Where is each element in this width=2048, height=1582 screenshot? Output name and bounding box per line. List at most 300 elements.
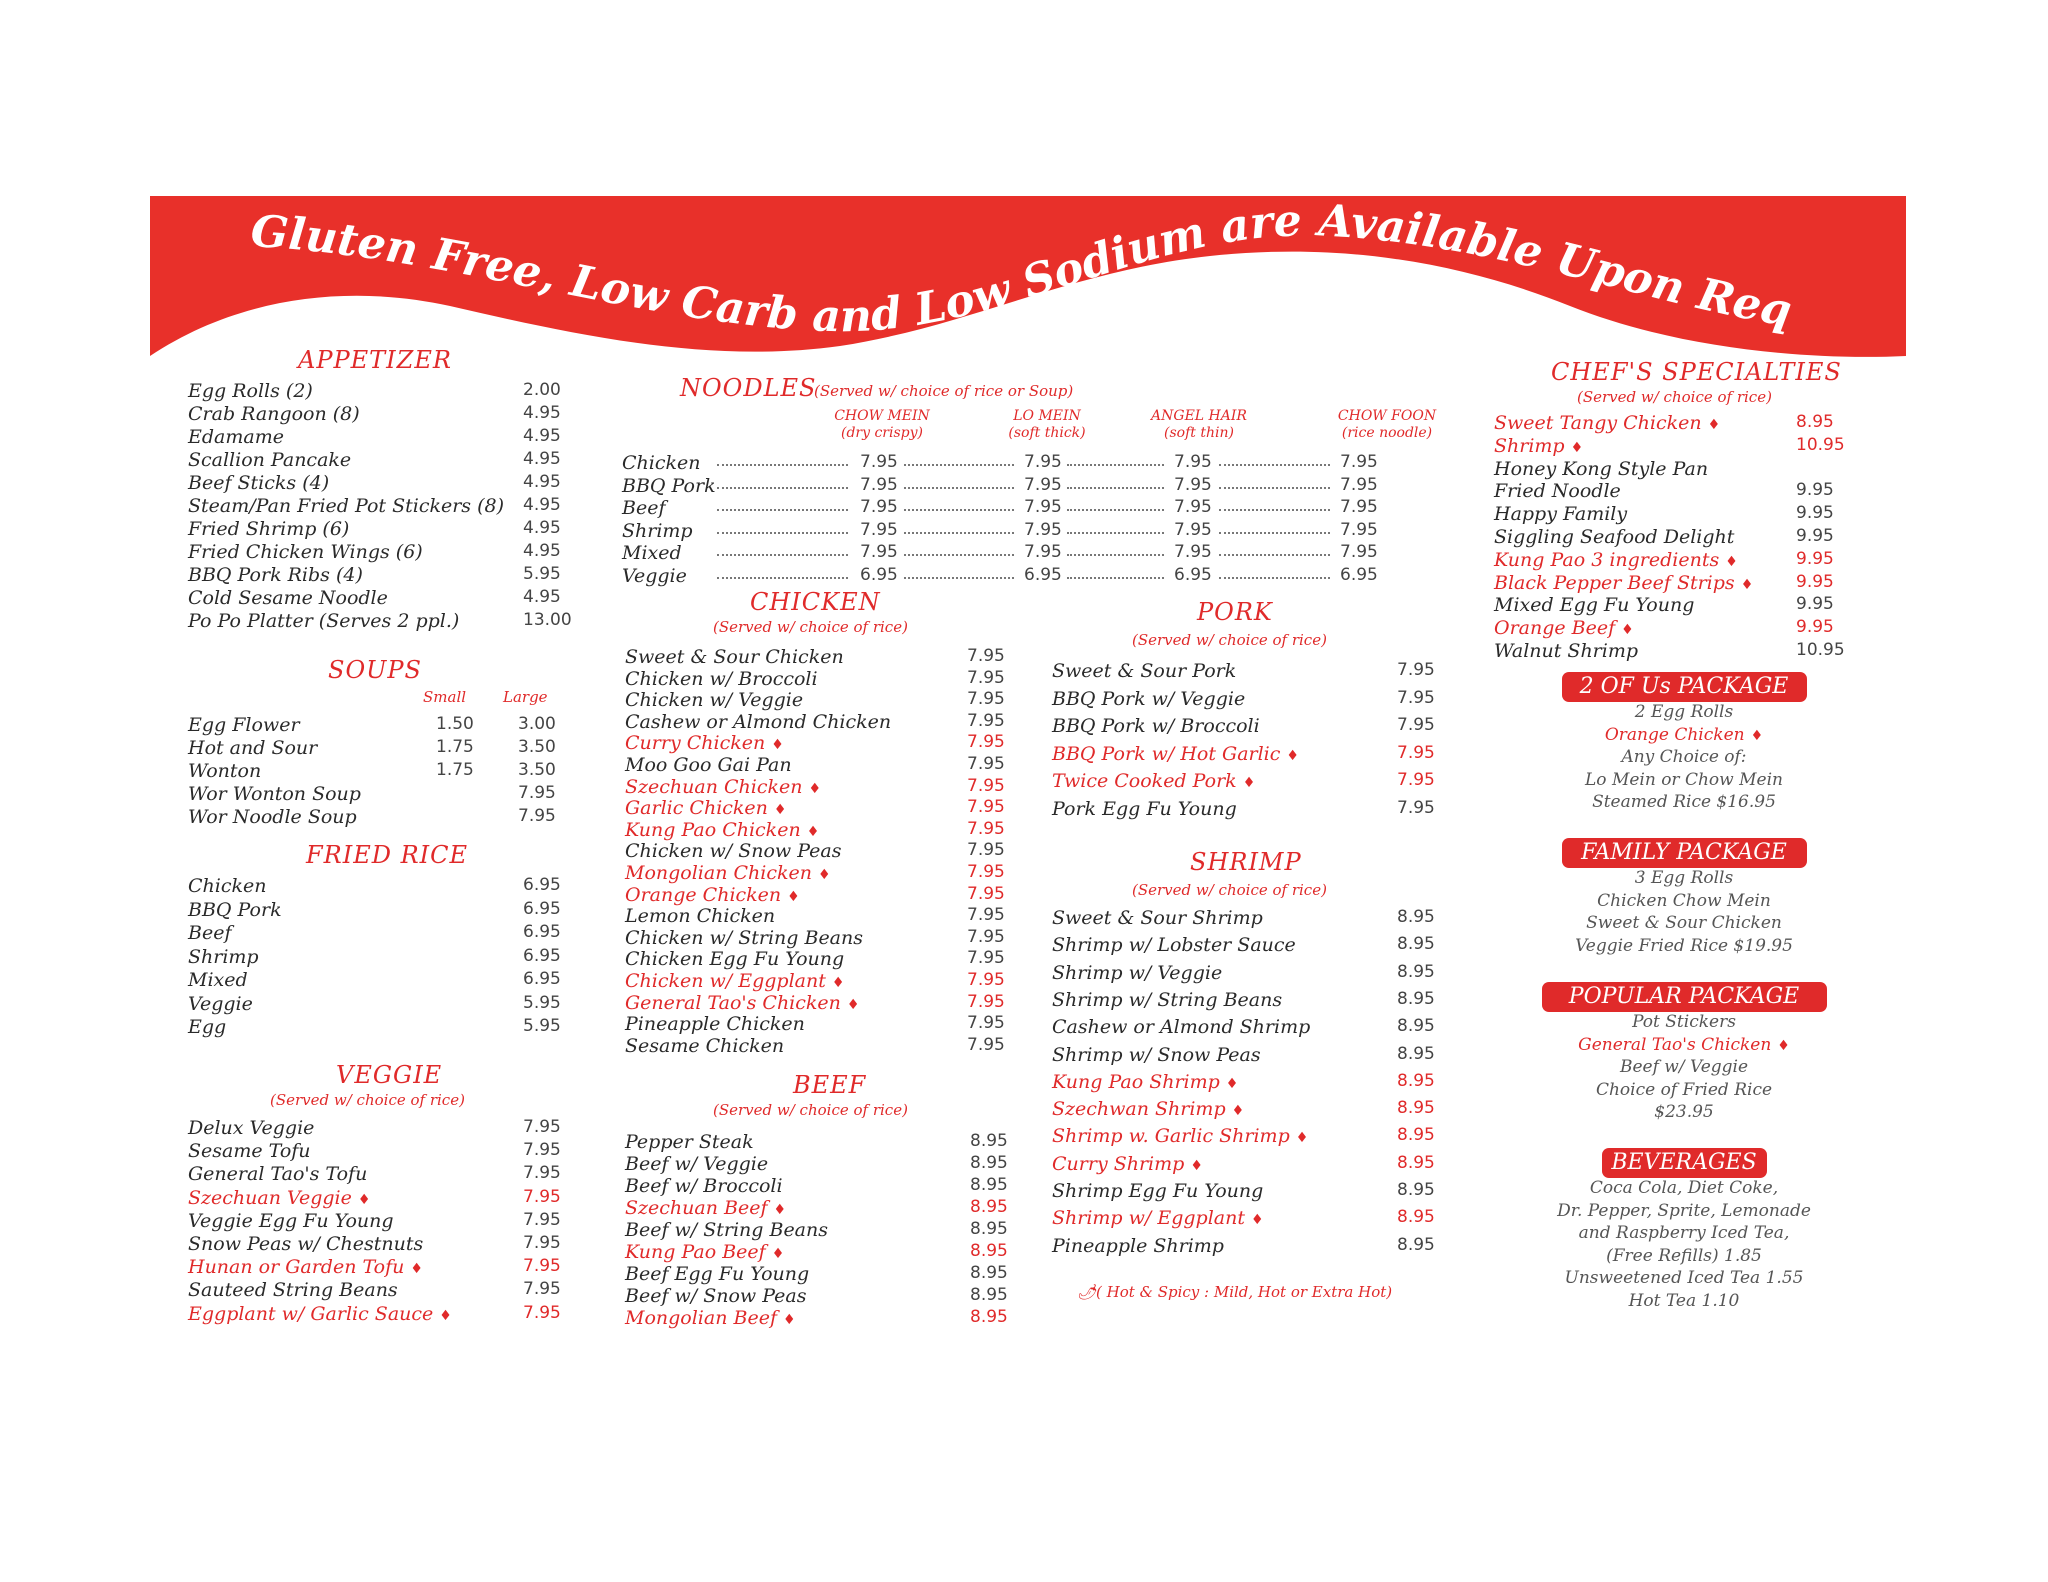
item-name: BBQ Pork w/ Broccoli (1052, 715, 1260, 737)
appetizer-title: APPETIZER (298, 346, 452, 374)
menu-item (188, 426, 608, 449)
item-name: Chicken Egg Fu Young (625, 948, 845, 971)
menu-item (188, 1187, 608, 1210)
dot-leader (717, 464, 848, 466)
dot-leader (904, 464, 1014, 466)
item-price: 7.95 (523, 1117, 561, 1137)
item-name: Shrimp w/ String Beans (1052, 988, 1283, 1011)
menu-item (188, 564, 608, 587)
item-name: Lemon Chicken (625, 905, 776, 928)
menu-item (188, 587, 608, 610)
menu-item (625, 689, 1025, 712)
package-line: 3 Egg Rolls (1634, 868, 1734, 888)
menu-item (1052, 989, 1492, 1012)
item-name: Sweet & Sour Chicken (625, 646, 844, 668)
menu-item (625, 884, 1025, 907)
item-price: 7.95 (1397, 715, 1435, 735)
item-name: Beef Egg Fu Young (625, 1263, 810, 1285)
item-price: 7.95 (523, 1140, 561, 1161)
menu-item (1052, 715, 1492, 738)
noodle-name: Beef (622, 497, 666, 519)
package-line: Veggie Fried Rice $19.95 (1575, 935, 1793, 956)
item-name: Hot and Sour (188, 737, 318, 759)
item-price: 6.95 (523, 969, 561, 989)
menu-item (1052, 1153, 1492, 1176)
banner-text: Gluten Free, Low Carb and Low Sodium are Available Upon Request. (134, 156, 1796, 343)
item-name: Black Pepper Beef Strips ♦ (1494, 571, 1754, 594)
menu-item (188, 760, 608, 783)
hot-pepper-icon: 🌶︎ (1077, 1283, 1097, 1301)
noodle-price: 7.95 (1174, 497, 1212, 517)
item-price: 7.95 (523, 1302, 561, 1323)
menu-item (1494, 480, 1874, 503)
noodle-price: 7.95 (1340, 519, 1378, 540)
noodle-price: 7.95 (1174, 452, 1212, 472)
item-price: 7.95 (967, 732, 1005, 753)
item-name: Mongolian Chicken ♦ (625, 862, 831, 884)
item-price: 7.95 (967, 754, 1005, 774)
item-price: 8.95 (1796, 412, 1834, 432)
hot-pepper-icon: ♦ (1250, 1212, 1264, 1229)
hot-pepper-icon: ♦ (771, 1246, 785, 1262)
hot-pepper-icon: ♦ (357, 1191, 371, 1208)
item-price: 7.95 (967, 689, 1005, 710)
item-name: Kung Pao Shrimp ♦ (1052, 1070, 1239, 1093)
item-name: Kung Pao 3 ingredients ♦ (1494, 548, 1738, 571)
menu-item (1494, 549, 1874, 572)
menu-item (188, 969, 608, 992)
menu-item (1494, 458, 1874, 481)
item-name: Honey Kong Style Pan (1494, 457, 1709, 480)
item-name: BBQ Pork Ribs (4) (188, 564, 363, 586)
menu-item (188, 1163, 608, 1186)
item-name: Mixed (188, 969, 248, 991)
item-name: Garlic Chicken ♦ (625, 797, 787, 820)
menu-item (625, 1219, 1025, 1242)
noodle-row (622, 565, 1402, 588)
menu-item (1052, 1044, 1492, 1067)
item-name: Kung Pao Chicken ♦ (625, 818, 820, 841)
item-price: 6.95 (523, 898, 561, 919)
noodles-col-angel-hair: ANGEL HAIR (soft thin) (1151, 408, 1247, 441)
item-name: Twice Cooked Pork ♦ (1052, 770, 1256, 792)
item-name: Curry Shrimp ♦ (1052, 1152, 1203, 1175)
hot-pepper-icon: ♦ (1225, 1075, 1239, 1092)
menu-item (625, 732, 1025, 755)
package-line: Beef w/ Veggie (1619, 1057, 1749, 1078)
package-line: $23.95 (1654, 1102, 1714, 1123)
item-price: 9.95 (1796, 571, 1834, 592)
noodles-col-chow-foon: CHOW FOON (rice noodle) (1337, 408, 1437, 441)
noodle-row (622, 520, 1402, 543)
item-name: BBQ Pork w/ Veggie (1052, 687, 1246, 710)
menu-item (1494, 412, 1874, 435)
menu-item (625, 905, 1025, 928)
menu-item (625, 797, 1025, 820)
menu-item (1494, 503, 1874, 526)
noodles-subtitle: (Served w/ choice of rice or Soup) (814, 382, 1074, 400)
dot-leader (1067, 464, 1164, 466)
dot-leader (1067, 487, 1164, 489)
item-name: Chicken w/ String Beans (625, 926, 864, 949)
item-price: 8.95 (970, 1307, 1008, 1327)
item-price: 8.95 (1397, 1016, 1435, 1037)
hot-pepper-icon: ♦ (773, 1202, 787, 1218)
item-price: 9.95 (1796, 594, 1834, 615)
menu-item (1052, 743, 1492, 766)
package-line: General Tao's Chicken ♦ (1578, 1034, 1790, 1055)
noodle-price: 7.95 (1340, 474, 1378, 495)
item-name: Shrimp Egg Fu Young (1052, 1180, 1264, 1202)
item-name: Shrimp w. Garlic Shrimp ♦ (1052, 1125, 1309, 1148)
menu-item (625, 840, 1025, 863)
item-price: 6.95 (523, 945, 561, 966)
hot-pepper-icon: ♦ (808, 780, 822, 797)
menu-item (1052, 688, 1492, 711)
menu-item (1052, 934, 1492, 957)
package-line: Steamed Rice $16.95 (1592, 792, 1776, 813)
item-price-large: 3.50 (518, 760, 556, 780)
item-price: 9.95 (1796, 480, 1834, 501)
item-price: 5.95 (523, 992, 561, 1013)
menu-item (625, 754, 1025, 777)
veggie-title: VEGGIE (336, 1061, 443, 1089)
hot-pepper-icon: ♦ (1621, 622, 1634, 639)
item-price: 5.95 (523, 564, 561, 584)
item-price: 8.95 (970, 1241, 1008, 1261)
hot-pepper-icon: ♦ (1725, 553, 1738, 570)
item-price: 7.95 (967, 1034, 1005, 1055)
item-name: Pineapple Shrimp (1052, 1234, 1224, 1257)
package-line: and Raspberry Iced Tea, (1578, 1223, 1790, 1244)
item-price: 7.95 (967, 797, 1005, 818)
noodles-title: NOODLES (680, 374, 817, 402)
item-name: Chicken w/ Eggplant ♦ (625, 970, 845, 992)
dot-leader (1219, 464, 1330, 466)
item-name: Po Po Platter (Serves 2 ppl.) (188, 610, 460, 632)
menu-item (1052, 798, 1492, 821)
item-name: Cashew or Almond Chicken (625, 710, 892, 733)
dot-leader (1219, 554, 1330, 556)
item-price: 13.00 (523, 610, 572, 630)
dot-leader (1067, 554, 1164, 556)
item-name: Walnut Shrimp (1494, 640, 1639, 662)
item-name: BBQ Pork (188, 898, 282, 921)
hot-pepper-icon: ♦ (773, 802, 787, 819)
item-name: Fried Noodle (1494, 480, 1621, 503)
dot-leader (1219, 577, 1330, 579)
item-price: 8.95 (1397, 1070, 1435, 1091)
item-price: 8.95 (1397, 1125, 1435, 1146)
noodle-row (622, 452, 1402, 475)
item-price: 2.00 (523, 380, 561, 400)
item-price: 8.95 (1397, 961, 1435, 982)
item-name: Pepper Steak (625, 1131, 754, 1153)
noodle-price: 6.95 (1340, 564, 1378, 585)
noodle-name: Chicken (622, 452, 701, 474)
dot-leader (904, 509, 1014, 511)
noodle-price: 7.95 (860, 452, 898, 472)
item-name: Crab Rangoon (8) (188, 403, 360, 425)
dot-leader (717, 487, 848, 489)
dot-leader (1067, 532, 1164, 534)
menu-item (188, 1140, 608, 1163)
soups-large-label: Large (503, 688, 548, 706)
item-name: Wonton (188, 760, 262, 782)
menu-item (1052, 770, 1492, 793)
dot-leader (1219, 509, 1330, 511)
item-price-small: 1.75 (436, 760, 474, 780)
package-line: Pot Stickers (1632, 1012, 1736, 1032)
menu-item (625, 819, 1025, 842)
item-price: 7.95 (1397, 742, 1435, 763)
noodle-price: 7.95 (860, 542, 898, 562)
menu-item (1494, 617, 1874, 640)
menu-item (188, 380, 608, 403)
item-name: Eggplant w/ Garlic Sauce ♦ (188, 1302, 452, 1325)
hot-pepper-icon: ♦ (771, 737, 784, 754)
menu-item (188, 1117, 608, 1140)
noodle-price: 7.95 (1174, 542, 1212, 562)
menu-item (625, 1263, 1025, 1286)
menu-item (188, 993, 608, 1016)
package-title: FAMILY PACKAGE (1562, 838, 1807, 868)
item-name: Wor Wonton Soup (188, 783, 361, 805)
menu-item (188, 1303, 608, 1326)
hot-pepper-icon: ♦ (1286, 747, 1299, 764)
noodle-price: 6.95 (1024, 564, 1062, 585)
noodle-price: 7.95 (1340, 497, 1378, 517)
menu-item (188, 495, 608, 518)
item-name: Pineapple Chicken (625, 1013, 805, 1036)
item-name: Edamame (188, 426, 284, 448)
item-price: 8.95 (970, 1285, 1008, 1305)
item-name: Shrimp w/ Lobster Sauce (1052, 934, 1296, 957)
item-price: 8.95 (1397, 907, 1435, 927)
item-price: 7.95 (967, 667, 1005, 688)
item-name: Szechuan Veggie ♦ (188, 1186, 371, 1209)
item-price: 7.95 (1397, 660, 1435, 680)
menu-item (625, 1013, 1025, 1036)
item-price: 7.95 (523, 1163, 561, 1184)
menu-item (625, 1153, 1025, 1176)
item-price: 7.95 (967, 775, 1005, 796)
noodle-price: 7.95 (1024, 497, 1062, 517)
noodle-price: 6.95 (860, 564, 898, 585)
item-name: Chicken w/ Broccoli (625, 667, 818, 690)
package-line: (Free Refills) 1.85 (1606, 1245, 1762, 1266)
item-price: 7.95 (967, 883, 1005, 904)
item-name: Beef Sticks (4) (188, 472, 330, 494)
item-price: 8.95 (1397, 1043, 1435, 1064)
menu-item (625, 1175, 1025, 1198)
item-name: General Tao's Tofu (188, 1163, 368, 1186)
menu-item (188, 737, 608, 760)
item-name: Shrimp (188, 945, 259, 968)
item-name: Siggling Seafood Delight (1494, 526, 1735, 548)
item-price: 7.95 (1397, 797, 1435, 818)
item-name: Szechwan Shrimp ♦ (1052, 1098, 1245, 1121)
soups-small-label: Small (423, 688, 467, 706)
hot-pepper-icon: ♦ (1707, 417, 1721, 433)
pork-title: PORK (1197, 598, 1273, 626)
item-price: 8.95 (970, 1197, 1008, 1217)
item-name: Happy Family (1494, 503, 1628, 526)
menu-item (625, 992, 1025, 1015)
item-name: Shrimp w/ Eggplant ♦ (1052, 1207, 1264, 1230)
item-price: 8.95 (1397, 1180, 1435, 1200)
menu-item (1052, 1207, 1492, 1230)
menu-item (625, 970, 1025, 993)
soups-title: SOUPS (328, 656, 422, 684)
item-price: 8.95 (970, 1153, 1008, 1173)
item-price: 7.95 (967, 926, 1005, 947)
item-price: 8.95 (1397, 934, 1435, 955)
item-price: 8.95 (1397, 1234, 1435, 1255)
dot-leader (904, 487, 1014, 489)
menu-item (1052, 1180, 1492, 1203)
menu-item (188, 1210, 608, 1233)
item-price: 4.95 (523, 541, 561, 561)
item-price: 4.95 (523, 518, 561, 538)
menu-item (1052, 1235, 1492, 1258)
noodle-price: 7.95 (1024, 452, 1062, 472)
item-price: 4.95 (523, 587, 561, 607)
hot-pepper-icon: ♦ (1740, 576, 1754, 593)
package-line: Chicken Chow Mein (1597, 890, 1771, 911)
package-line: Sweet & Sour Chicken (1586, 913, 1782, 934)
noodle-name: Mixed (622, 542, 682, 564)
menu-item (1052, 1125, 1492, 1148)
item-price: 8.95 (970, 1219, 1008, 1239)
item-price-large: 3.50 (518, 737, 556, 757)
item-name: BBQ Pork w/ Hot Garlic ♦ (1052, 742, 1299, 765)
item-price: 7.95 (967, 970, 1005, 990)
chicken-subtitle: (Served w/ choice of rice) (713, 618, 908, 636)
noodle-name: Veggie (622, 564, 687, 587)
item-name: Fried Chicken Wings (6) (188, 541, 423, 563)
menu-item (188, 714, 608, 737)
menu-item (188, 1256, 608, 1279)
menu-item (625, 668, 1025, 691)
item-price-large: 3.00 (518, 714, 556, 734)
package-line: Lo Mein or Chow Mein (1585, 769, 1783, 790)
item-name: Chicken w/ Veggie (625, 689, 804, 712)
item-name: Shrimp ♦ (1494, 434, 1584, 457)
package-line: Unsweetened Iced Tea 1.55 (1564, 1268, 1804, 1289)
item-name: Orange Beef ♦ (1494, 617, 1634, 640)
item-name: Delux Veggie (188, 1117, 315, 1139)
item-name: Steam/Pan Fried Pot Stickers (8) (188, 495, 505, 517)
item-price: 7.95 (967, 818, 1005, 839)
item-name: Shrimp w/ Veggie (1052, 961, 1223, 984)
item-name: Egg Rolls (2) (188, 380, 313, 402)
item-price: 5.95 (523, 1016, 561, 1036)
dot-leader (717, 532, 848, 534)
package-title: 2 OF Us PACKAGE (1562, 672, 1807, 702)
dot-leader (904, 577, 1014, 579)
package-line: Choice of Fried Rice (1595, 1079, 1773, 1100)
item-name: Beef w/ Snow Peas (625, 1285, 807, 1307)
item-name: Beef w/ Broccoli (625, 1175, 783, 1197)
hot-pepper-icon: ♦ (1295, 1130, 1309, 1147)
veggie-subtitle: (Served w/ choice of rice) (270, 1091, 465, 1109)
item-name: Sweet & Sour Shrimp (1052, 907, 1263, 929)
shrimp-title: SHRIMP (1190, 848, 1302, 876)
item-price: 9.95 (1796, 548, 1834, 569)
item-name: Orange Chicken ♦ (625, 883, 800, 906)
item-price: 7.95 (967, 948, 1005, 969)
item-price: 7.95 (1397, 687, 1435, 708)
package-line: Coca Cola, Diet Coke, (1589, 1178, 1779, 1198)
menu-item (188, 1279, 608, 1302)
menu-item (188, 806, 608, 829)
item-name: Pork Egg Fu Young (1052, 797, 1237, 820)
item-price: 9.95 (1796, 503, 1834, 524)
menu-item (188, 946, 608, 969)
chefs-title: CHEF'S SPECIALTIES (1551, 358, 1842, 386)
svg-text:Gluten Free, Low Carb and Low (134, 156, 1796, 343)
menu-item (1494, 640, 1874, 663)
noodle-row (622, 497, 1402, 520)
hot-pepper-icon: ♦ (806, 823, 820, 840)
hot-pepper-icon: ♦ (1242, 775, 1256, 791)
menu-item (625, 1197, 1025, 1220)
item-price: 10.95 (1796, 640, 1845, 660)
package-title: BEVERAGES (1602, 1148, 1767, 1178)
noodles-col-lo-mein: LO MEIN (soft thick) (1008, 408, 1086, 441)
item-price: 7.95 (967, 1013, 1005, 1034)
noodle-price: 7.95 (860, 519, 898, 540)
beef-subtitle: (Served w/ choice of rice) (713, 1101, 908, 1119)
dot-leader (1219, 487, 1330, 489)
item-price: 7.95 (523, 1186, 561, 1207)
menu-item (1052, 1071, 1492, 1094)
item-price: 6.95 (523, 875, 561, 895)
dot-leader (717, 509, 848, 511)
item-price-large: 7.95 (518, 783, 556, 803)
menu-item (625, 1307, 1025, 1330)
fried-rice-title: FRIED RICE (306, 841, 469, 869)
item-name: Sesame Chicken (625, 1034, 785, 1057)
item-price: 8.95 (1397, 1098, 1435, 1119)
dot-leader (1067, 577, 1164, 579)
item-name: Fried Shrimp (6) (188, 518, 350, 540)
hot-pepper-icon: ♦ (1750, 727, 1764, 744)
item-price: 7.95 (523, 1233, 561, 1253)
item-price: 8.95 (1397, 988, 1435, 1009)
item-name: Sweet Tangy Chicken ♦ (1494, 412, 1721, 434)
item-name: Egg (188, 1016, 227, 1038)
menu-item (625, 927, 1025, 950)
package-line: Dr. Pepper, Sprite, Lemonade (1557, 1200, 1811, 1221)
noodle-row (622, 542, 1402, 565)
item-name: Veggie Egg Fu Young (188, 1209, 394, 1232)
hot-pepper-icon: ♦ (439, 1307, 452, 1324)
item-price: 9.95 (1796, 617, 1834, 638)
item-price: 7.95 (967, 862, 1005, 882)
item-price: 7.95 (967, 840, 1005, 861)
noodle-name: BBQ Pork (622, 474, 716, 497)
item-name: Veggie (188, 992, 253, 1015)
item-name: Shrimp w/ Snow Peas (1052, 1043, 1261, 1066)
hot-pepper-icon: ♦ (1570, 439, 1584, 456)
menu-item (625, 646, 1025, 669)
dot-leader (717, 554, 848, 556)
menu-item (625, 948, 1025, 971)
menu-item (625, 1241, 1025, 1264)
item-price-small: 1.75 (436, 737, 474, 757)
